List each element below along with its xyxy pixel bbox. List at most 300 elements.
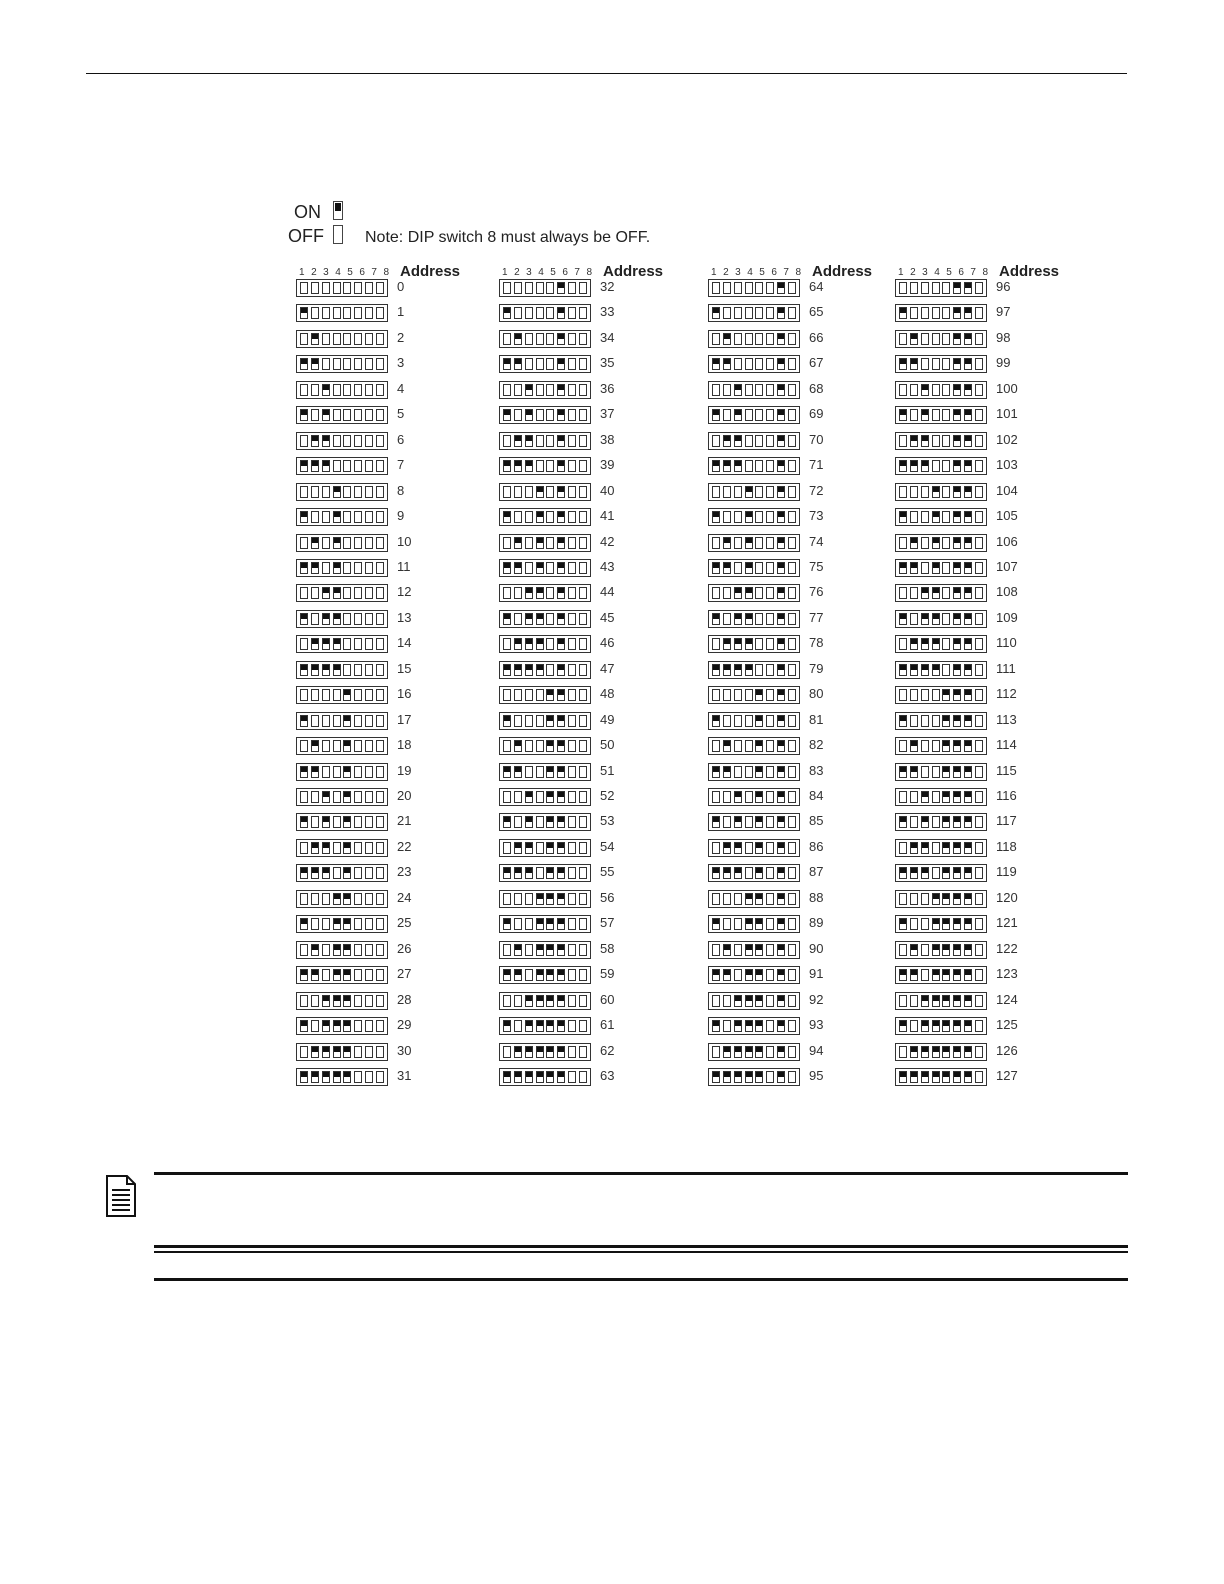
switch-off-icon (546, 409, 554, 421)
switch-on-icon (343, 689, 351, 701)
switch-off-icon (723, 613, 731, 625)
switch-off-icon (546, 333, 554, 345)
switch-off-icon (910, 689, 918, 701)
switch-on-icon (557, 664, 565, 676)
switch-off-icon (788, 766, 796, 778)
switch-on-icon (322, 867, 330, 879)
switch-on-icon (712, 511, 720, 523)
switch-off-icon (579, 664, 587, 676)
address-row (296, 763, 496, 783)
address-row (895, 864, 1095, 884)
switch-off-icon (311, 1020, 319, 1032)
switch-off-icon (300, 282, 308, 294)
address-row (499, 559, 699, 579)
dip-switch-bank (895, 992, 987, 1010)
switch-on-icon (300, 358, 308, 370)
switch-off-icon (723, 511, 731, 523)
switch-off-icon (568, 1071, 576, 1083)
address-row (708, 813, 908, 833)
switch-on-icon (503, 918, 511, 930)
switch-on-icon (745, 918, 753, 930)
switch-on-icon (964, 689, 972, 701)
switch-off-icon (546, 613, 554, 625)
switch-on-icon (514, 740, 522, 752)
address-value: 55 (600, 864, 615, 880)
address-value: 110 (996, 635, 1017, 651)
address-value: 65 (809, 304, 824, 320)
switch-on-icon (899, 766, 907, 778)
address-value: 61 (600, 1017, 615, 1033)
switch-on-icon (343, 969, 351, 981)
address-row (895, 381, 1095, 401)
address-value: 33 (600, 304, 615, 320)
switch-off-icon (579, 1046, 587, 1058)
switch-number: 5 (550, 267, 556, 278)
switch-off-icon (536, 867, 544, 879)
switch-off-icon (365, 740, 373, 752)
switch-on-icon (921, 460, 929, 472)
address-value: 124 (996, 991, 1018, 1007)
switch-off-icon (514, 587, 522, 599)
switch-on-icon (964, 969, 972, 981)
switch-on-icon (557, 537, 565, 549)
dip-switch-bank (296, 661, 388, 679)
switch-off-icon (568, 613, 576, 625)
address-value: 23 (397, 864, 412, 880)
switch-off-icon (376, 689, 384, 701)
switch-off-icon (910, 282, 918, 294)
switch-on-icon (557, 587, 565, 599)
address-row (499, 686, 699, 706)
address-value: 92 (809, 991, 824, 1007)
switch-off-icon (333, 409, 341, 421)
dip-switch-bank (708, 839, 800, 857)
switch-number: 2 (311, 267, 317, 278)
switch-on-icon (777, 1071, 785, 1083)
switch-on-icon (777, 307, 785, 319)
switch-off-icon (376, 460, 384, 472)
switch-off-icon (975, 918, 983, 930)
switch-off-icon (921, 918, 929, 930)
switch-on-icon (333, 944, 341, 956)
dip-switch-bank (296, 330, 388, 348)
switch-on-icon (921, 638, 929, 650)
dip-switch-bank (296, 788, 388, 806)
switch-on-icon (777, 944, 785, 956)
address-row (895, 915, 1095, 935)
switch-on-icon (777, 1020, 785, 1032)
switch-off-icon (899, 791, 907, 803)
switch-off-icon (932, 766, 940, 778)
switch-off-icon (568, 766, 576, 778)
switch-off-icon (766, 944, 774, 956)
switch-on-icon (942, 969, 950, 981)
switch-off-icon (734, 689, 742, 701)
switch-on-icon (953, 638, 961, 650)
switch-off-icon (788, 816, 796, 828)
switch-off-icon (568, 537, 576, 549)
dip-switch-bank (499, 788, 591, 806)
switch-off-icon (568, 409, 576, 421)
address-value: 54 (600, 838, 615, 854)
switch-off-icon (788, 689, 796, 701)
switch-off-icon (536, 358, 544, 370)
address-row (296, 610, 496, 630)
switch-off-icon (546, 537, 554, 549)
switch-off-icon (354, 638, 362, 650)
switch-off-icon (322, 486, 330, 498)
switch-on-icon (723, 435, 731, 447)
switch-on-icon (953, 435, 961, 447)
switch-off-icon (354, 1020, 362, 1032)
switch-on-icon (503, 358, 511, 370)
switch-on-icon (300, 867, 308, 879)
switch-off-icon (712, 791, 720, 803)
switch-off-icon (354, 486, 362, 498)
switch-off-icon (723, 384, 731, 396)
note-bottom-rule-2 (154, 1251, 1128, 1253)
switch-off-icon (333, 766, 341, 778)
address-row (499, 635, 699, 655)
switch-on-icon (942, 740, 950, 752)
switch-off-icon (788, 333, 796, 345)
switch-off-icon (579, 460, 587, 472)
switch-on-icon (734, 664, 742, 676)
address-value: 70 (809, 431, 824, 447)
switch-on-icon (557, 358, 565, 370)
switch-on-icon (777, 460, 785, 472)
switch-on-icon (964, 944, 972, 956)
switch-off-icon (322, 511, 330, 523)
switch-on-icon (712, 613, 720, 625)
switch-off-icon (745, 409, 753, 421)
switch-on-icon (503, 715, 511, 727)
address-value: 90 (809, 940, 824, 956)
switch-on-icon (910, 740, 918, 752)
switch-on-icon (964, 995, 972, 1007)
switch-off-icon (766, 562, 774, 574)
switch-off-icon (525, 893, 533, 905)
switch-off-icon (734, 918, 742, 930)
address-value: 42 (600, 533, 615, 549)
switch-on-icon (514, 1046, 522, 1058)
switch-off-icon (568, 867, 576, 879)
address-value: 123 (996, 966, 1018, 982)
switch-off-icon (300, 384, 308, 396)
switch-on-icon (755, 842, 763, 854)
switch-on-icon (557, 766, 565, 778)
switch-on-icon (777, 664, 785, 676)
switch-on-icon (503, 613, 511, 625)
switch-off-icon (514, 282, 522, 294)
switch-on-icon (932, 1046, 940, 1058)
switch-off-icon (354, 562, 362, 574)
switch-off-icon (788, 613, 796, 625)
switch-on-icon (343, 918, 351, 930)
switch-on-icon (964, 867, 972, 879)
switch-on-icon (964, 384, 972, 396)
switch-on-icon (953, 537, 961, 549)
switch-on-icon (723, 562, 731, 574)
address-row (895, 432, 1095, 452)
switch-off-icon (899, 1046, 907, 1058)
switch-on-icon (953, 1046, 961, 1058)
switch-off-icon (300, 944, 308, 956)
switch-off-icon (766, 664, 774, 676)
section-end-rule (154, 1278, 1128, 1281)
switch-off-icon (525, 486, 533, 498)
address-row (708, 559, 908, 579)
switch-on-icon (910, 435, 918, 447)
switch-off-icon (921, 486, 929, 498)
switch-off-icon (322, 893, 330, 905)
switch-on-icon (953, 1020, 961, 1032)
switch-on-icon (777, 1046, 785, 1058)
address-row (895, 992, 1095, 1012)
switch-off-icon (376, 1046, 384, 1058)
switch-off-icon (503, 486, 511, 498)
switch-on-icon (343, 740, 351, 752)
switch-off-icon (579, 613, 587, 625)
address-value: 59 (600, 966, 615, 982)
switch-off-icon (723, 893, 731, 905)
switch-on-icon (536, 1020, 544, 1032)
switch-off-icon (300, 587, 308, 599)
switch-off-icon (311, 791, 319, 803)
switch-on-icon (734, 613, 742, 625)
switch-on-icon (300, 409, 308, 421)
address-row (708, 992, 908, 1012)
address-value: 0 (397, 279, 405, 294)
switch-off-icon (910, 307, 918, 319)
switch-off-icon (975, 333, 983, 345)
dip-switch-bank (499, 381, 591, 399)
switch-off-icon (525, 918, 533, 930)
switch-off-icon (579, 409, 587, 421)
address-row (499, 839, 699, 859)
switch-off-icon (975, 587, 983, 599)
switch-on-icon (910, 562, 918, 574)
switch-off-icon (755, 613, 763, 625)
address-value: 99 (996, 355, 1011, 371)
switch-off-icon (975, 664, 983, 676)
address-value: 96 (996, 279, 1011, 294)
address-row (499, 992, 699, 1012)
dip-switch-bank (296, 712, 388, 730)
switch-off-icon (579, 1020, 587, 1032)
switch-on-icon (557, 1071, 565, 1083)
switch-on-icon (712, 664, 720, 676)
switch-off-icon (788, 435, 796, 447)
address-row (895, 686, 1095, 706)
switch-on-icon (343, 867, 351, 879)
dip-switch-bank (296, 686, 388, 704)
switch-off-icon (514, 613, 522, 625)
switch-off-icon (354, 1046, 362, 1058)
switch-off-icon (932, 282, 940, 294)
switch-on-icon (322, 1071, 330, 1083)
switch-off-icon (766, 307, 774, 319)
address-value: 16 (397, 686, 412, 702)
switch-off-icon (723, 486, 731, 498)
switch-on-icon (546, 867, 554, 879)
switch-off-icon (536, 333, 544, 345)
address-value: 125 (996, 1017, 1018, 1033)
switch-off-icon (568, 307, 576, 319)
switch-on-icon (557, 791, 565, 803)
dip-switch-bank (708, 508, 800, 526)
switch-off-icon (333, 282, 341, 294)
dip-switch-bank (499, 330, 591, 348)
address-value: 85 (809, 813, 824, 829)
switch-on-icon (557, 460, 565, 472)
dip-switch-bank (895, 1068, 987, 1086)
switch-off-icon (899, 435, 907, 447)
switch-on-icon (536, 1071, 544, 1083)
switch-off-icon (579, 740, 587, 752)
switch-off-icon (333, 689, 341, 701)
switch-off-icon (766, 969, 774, 981)
address-row (895, 712, 1095, 732)
switch-on-icon (755, 1071, 763, 1083)
switch-off-icon (745, 384, 753, 396)
switch-on-icon (322, 1046, 330, 1058)
switch-on-icon (899, 918, 907, 930)
switch-on-icon (311, 333, 319, 345)
switch-off-icon (354, 740, 362, 752)
switch-on-icon (964, 282, 972, 294)
switch-off-icon (734, 511, 742, 523)
switch-on-icon (712, 867, 720, 879)
dip-switch-bank (296, 864, 388, 882)
switch-off-icon (333, 435, 341, 447)
switch-off-icon (910, 587, 918, 599)
switch-off-icon (899, 842, 907, 854)
switch-on-icon (777, 867, 785, 879)
address-value: 78 (809, 635, 824, 651)
switch-off-icon (723, 791, 731, 803)
switch-off-icon (354, 384, 362, 396)
switch-off-icon (975, 893, 983, 905)
address-value: 113 (996, 711, 1017, 727)
switch-on-icon (514, 664, 522, 676)
switch-off-icon (568, 333, 576, 345)
switch-off-icon (975, 460, 983, 472)
dip-switch-bank (895, 864, 987, 882)
switch-off-icon (766, 587, 774, 599)
switch-on-icon (745, 664, 753, 676)
switch-on-icon (557, 1020, 565, 1032)
switch-off-icon (376, 816, 384, 828)
switch-off-icon (376, 1020, 384, 1032)
switch-off-icon (311, 715, 319, 727)
switch-on-icon (953, 1071, 961, 1083)
switch-off-icon (300, 791, 308, 803)
switch-number: 2 (910, 267, 916, 278)
switch-off-icon (514, 409, 522, 421)
switch-on-icon (322, 791, 330, 803)
switch-on-icon (953, 867, 961, 879)
address-row (499, 1043, 699, 1063)
switch-off-icon (745, 842, 753, 854)
switch-off-icon (921, 893, 929, 905)
switch-off-icon (766, 995, 774, 1007)
switch-off-icon (503, 842, 511, 854)
switch-on-icon (745, 1020, 753, 1032)
dip-switch-bank (895, 279, 987, 297)
switch-on-icon (536, 918, 544, 930)
switch-on-icon (514, 435, 522, 447)
address-row (895, 966, 1095, 986)
address-row (895, 559, 1095, 579)
switch-off-icon (365, 333, 373, 345)
switch-on-icon (921, 867, 929, 879)
switch-on-icon (503, 1071, 511, 1083)
switch-on-icon (745, 995, 753, 1007)
switch-off-icon (322, 740, 330, 752)
switch-on-icon (536, 562, 544, 574)
switch-off-icon (333, 867, 341, 879)
switch-off-icon (546, 460, 554, 472)
address-row (895, 1043, 1095, 1063)
switch-on-icon (557, 307, 565, 319)
switch-on-icon (557, 867, 565, 879)
switch-off-icon (579, 511, 587, 523)
address-row (708, 839, 908, 859)
address-value: 116 (996, 788, 1017, 803)
address-value: 26 (397, 940, 412, 956)
address-value: 56 (600, 889, 615, 905)
dip-switch-bank (296, 839, 388, 857)
address-value: 37 (600, 406, 615, 422)
switch-on-icon (546, 842, 554, 854)
switch-off-icon (766, 816, 774, 828)
switch-on-icon (964, 740, 972, 752)
address-row (499, 381, 699, 401)
dip-switch-bank (296, 534, 388, 552)
switch-on-icon (546, 918, 554, 930)
address-row (895, 890, 1095, 910)
address-value: 10 (397, 533, 412, 549)
switch-off-icon (734, 537, 742, 549)
switch-on-icon (322, 995, 330, 1007)
switch-off-icon (311, 384, 319, 396)
switch-off-icon (514, 893, 522, 905)
switch-on-icon (734, 816, 742, 828)
dip-switch-bank (895, 712, 987, 730)
switch-on-icon (942, 893, 950, 905)
address-row (499, 355, 699, 375)
switch-on-icon (964, 511, 972, 523)
switch-on-icon (755, 1046, 763, 1058)
switch-on-icon (546, 740, 554, 752)
address-header: Address (999, 263, 1060, 280)
switch-on-icon (899, 562, 907, 574)
switch-on-icon (734, 842, 742, 854)
switch-on-icon (899, 409, 907, 421)
switch-on-icon (942, 944, 950, 956)
switch-on-icon (557, 969, 565, 981)
switch-off-icon (365, 664, 373, 676)
dip-switch-bank (296, 406, 388, 424)
switch-on-icon (910, 1071, 918, 1083)
switch-off-icon (311, 486, 319, 498)
address-row (708, 788, 908, 808)
address-row (708, 635, 908, 655)
switch-off-icon (322, 766, 330, 778)
switch-off-icon (899, 384, 907, 396)
switch-number: 7 (970, 267, 976, 278)
